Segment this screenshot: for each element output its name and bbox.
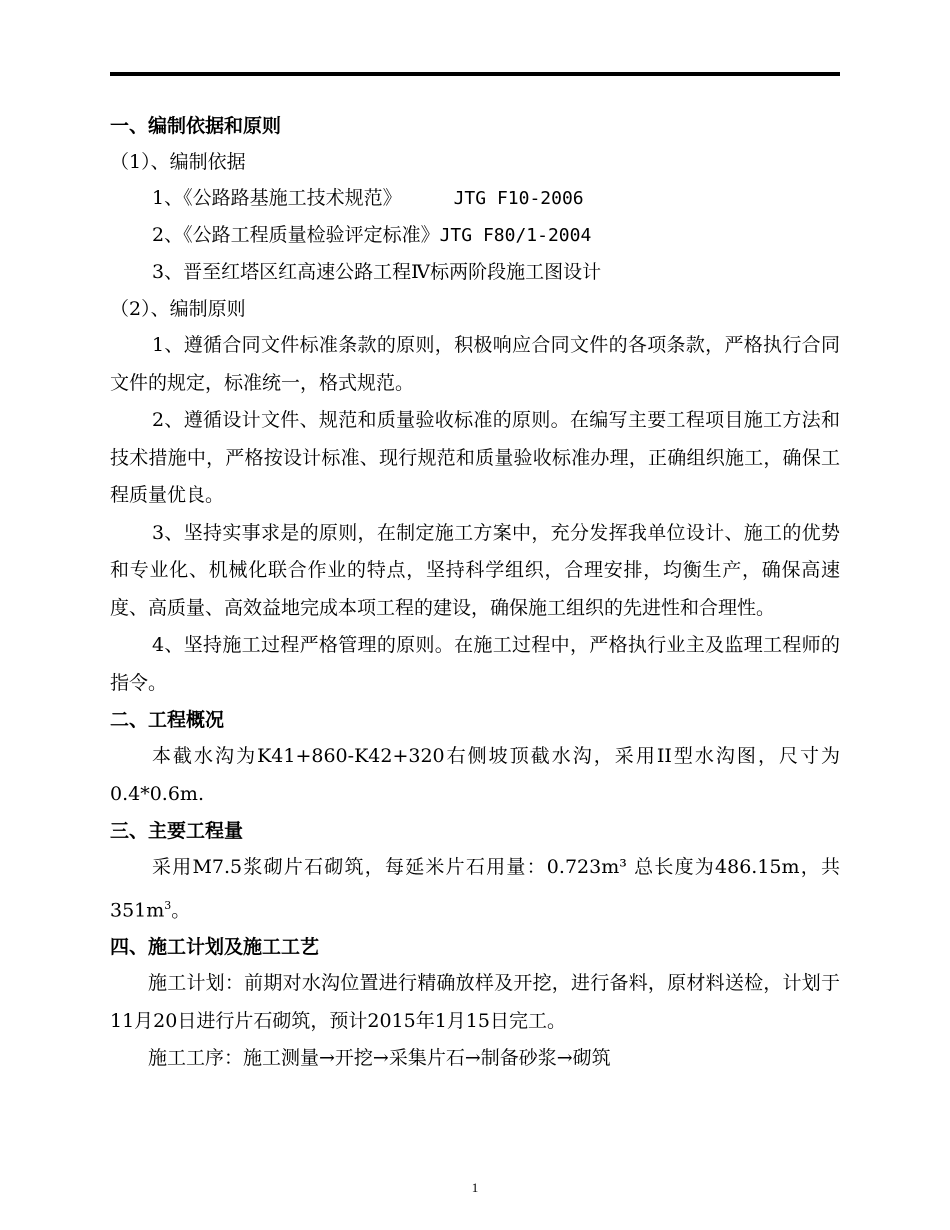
section-heading-4: 四、施工计划及施工工艺: [110, 936, 320, 959]
section-heading-1: 一、编制依据和原则: [110, 115, 282, 137]
subheading-principles: （2）、编制原则: [110, 298, 246, 320]
section-heading-2: 二、工程概况: [110, 709, 225, 731]
header-rule: [110, 72, 840, 76]
principle-1: 1、遵循合同文件标准条款的原则，积极响应合同文件的各项条款，严格执行合同文件的规定，标准统一，格式规范。: [110, 334, 840, 394]
construction-process: 施工工序：施工测量→开挖→采集片石→制备砂浆→砌筑: [148, 1047, 611, 1070]
quantities-text: [110, 849, 840, 929]
basis-item-2-text: 2、《公路工程质量检验评定标准》: [152, 224, 440, 246]
basis-item-2: [110, 217, 840, 254]
quantities-text-end: 。: [171, 898, 191, 921]
basis-item-3: 3、晋至红塔区红高速公路工程Ⅳ标两阶段施工图设计: [152, 261, 602, 283]
principle-4: 4、坚持施工过程严格管理的原则。在施工过程中，严格执行业主及监理工程师的指令。: [110, 634, 840, 694]
basis-item-1-text: 1、《公路路基施工技术规范》: [152, 187, 402, 209]
quantities-superscript: 3: [164, 898, 172, 912]
quantities-text-main: 采用M7.5浆砌片石砌筑，每延米片石用量：0.723m³ 总长度为486.15m，共351m: [110, 856, 840, 921]
construction-plan: 施工计划：前期对水沟位置进行精确放样及开挖，进行备料，原材料送检，计划于11月20日进行片石砌筑，预计2015年1月15日完工。: [110, 972, 840, 1032]
page-number: 1: [471, 1180, 479, 1195]
project-overview: 本截水沟为K41+860-K42+320右侧坡顶截水沟，采用II型水沟图，尺寸为0.4*0.6m.: [110, 745, 840, 805]
document-body: [110, 108, 840, 1078]
basis-item-2-code: JTG F80/1-2004: [439, 225, 592, 246]
principle-3: 3、坚持实事求是的原则，在制定施工方案中，充分发挥我单位设计、施工的优势和专业化、机械化联合作业的特点，坚持科学组织，合理安排，均衡生产，确保高速度、高质量、高效益地完成本项工程的建设，确保施工组织的先进性和合理性。: [110, 521, 840, 619]
principle-2: 2、遵循设计文件、规范和质量验收标准的原则。在编写主要工程项目施工方法和技术措施中，严格按设计标准、现行规范和质量验收标准办理，正确组织施工，确保工程质量优良。: [110, 409, 840, 506]
basis-item-1: [110, 180, 840, 217]
basis-item-1-code: JTG F10-2006: [453, 188, 584, 209]
section-heading-3: 三、主要工程量: [110, 820, 244, 842]
subheading-basis: （1）、编制依据: [110, 151, 246, 173]
